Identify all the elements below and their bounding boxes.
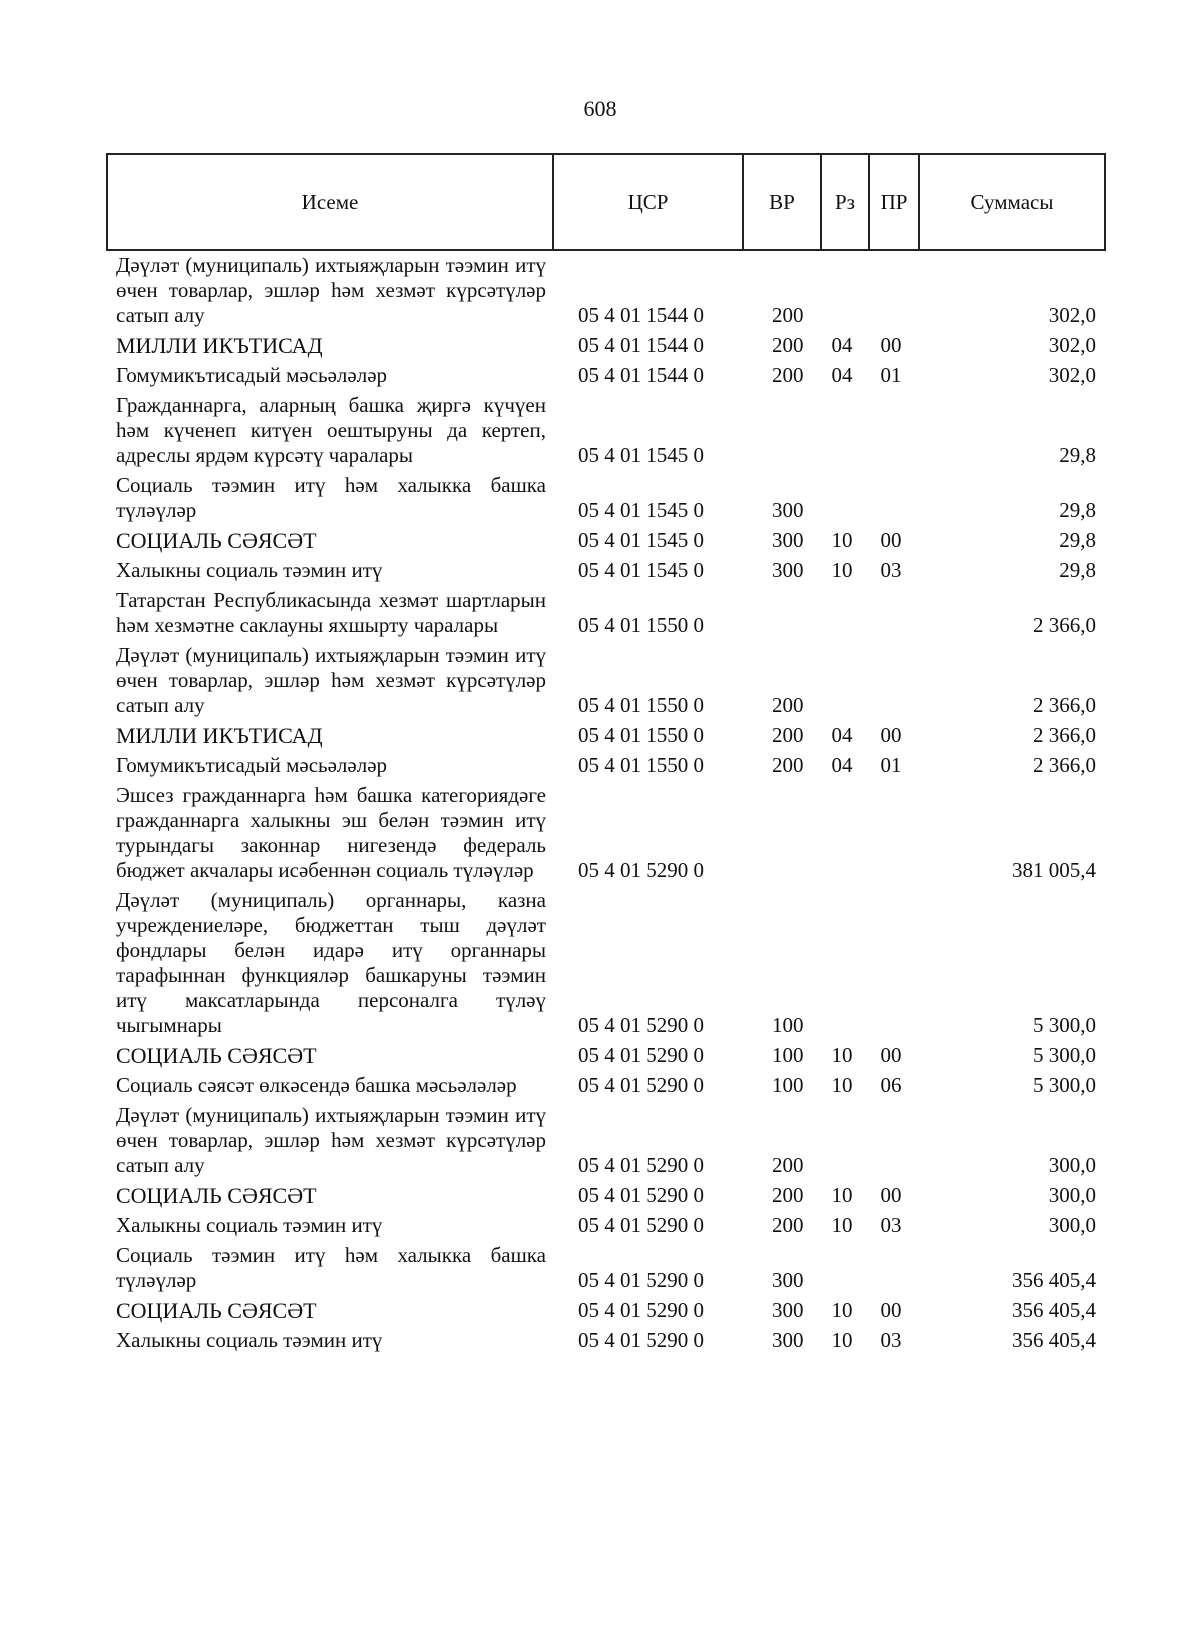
header-rz: Рз: [821, 154, 869, 250]
row-name: Дәүләт (муниципаль) органнары, казна учреждениеләре, бюджеттан тыш дәүләт фондлары белән идарә итү органнары тарафыннан функцияләр башкаруны тәэмин итү максатларында персоналга түләү чыгымнары: [116, 888, 546, 1037]
row-csr: 05 4 01 1544 0: [578, 363, 704, 387]
row-name: Халыкны социаль тәэмин итү: [116, 558, 383, 582]
row-sum: 300,0: [1048, 1213, 1096, 1237]
row-csr: 05 4 01 5290 0: [578, 1013, 704, 1037]
row-name: Гомумикътисадый мәсьәләләр: [116, 753, 388, 777]
header-csr: ЦСР: [553, 154, 743, 250]
row-pr: 06: [880, 1073, 902, 1097]
row-csr: 05 4 01 1550 0: [578, 693, 704, 717]
row-csr: 05 4 01 5290 0: [578, 1213, 704, 1237]
table-row: [106, 1213, 1118, 1238]
row-csr: 05 4 01 1544 0: [578, 333, 704, 357]
row-rz: 10: [831, 1183, 853, 1207]
row-pr: 00: [880, 1043, 902, 1067]
row-sum: 356 405,4: [1012, 1328, 1096, 1352]
table-row: [106, 588, 1118, 638]
row-name: Социаль сәясәт өлкәсендә башка мәсьәләләр: [116, 1073, 517, 1097]
row-csr: 05 4 01 5290 0: [578, 1328, 704, 1352]
row-name: Социаль тәэмин итү һәм халыкка башка түләүләр: [116, 1243, 546, 1292]
row-vr: 200: [772, 693, 804, 717]
table-row: [106, 363, 1118, 388]
row-vr: 300: [772, 498, 804, 522]
row-csr: 05 4 01 5290 0: [578, 1073, 704, 1097]
row-sum: 2 366,0: [1033, 753, 1096, 777]
row-sum: 5 300,0: [1033, 1043, 1096, 1067]
row-rz: 10: [831, 528, 853, 552]
row-csr: 05 4 01 5290 0: [578, 1183, 704, 1207]
page-number: 608: [583, 96, 617, 121]
row-vr: 200: [772, 753, 804, 777]
row-csr: 05 4 01 1544 0: [578, 303, 704, 327]
row-name: Дәүләт (муниципаль) ихтыяҗларын тәэмин итү өчен товарлар, эшләр һәм хезмәт күрсәтүләр сатып алу: [116, 643, 546, 717]
row-pr: 00: [880, 333, 902, 357]
table-row: [106, 253, 1118, 328]
table-row: [106, 888, 1118, 1038]
table-row: [106, 1298, 1118, 1323]
row-pr: 01: [880, 363, 902, 387]
table-row: [106, 393, 1118, 468]
row-name: Социаль тәэмин итү һәм халыкка башка түләүләр: [116, 473, 546, 522]
row-sum: 2 366,0: [1033, 723, 1096, 747]
row-vr: 300: [772, 1268, 804, 1292]
table-row: [106, 1103, 1118, 1178]
table-row: [106, 1183, 1118, 1208]
table-row: [106, 723, 1118, 748]
row-sum: 29,8: [1059, 528, 1096, 552]
table-row: [106, 473, 1118, 523]
row-name: Дәүләт (муниципаль) ихтыяҗларын тәэмин итү өчен товарлар, эшләр һәм хезмәт күрсәтүләр сатып алу: [116, 1103, 546, 1177]
row-name: Гомумикътисадый мәсьәләләр: [116, 363, 388, 387]
row-csr: 05 4 01 1550 0: [578, 613, 704, 637]
table-row: [106, 783, 1118, 883]
row-sum: 302,0: [1048, 333, 1096, 357]
row-rz: 04: [831, 723, 853, 747]
row-sum: 5 300,0: [1033, 1013, 1096, 1037]
row-vr: 100: [772, 1013, 804, 1037]
row-sum: 302,0: [1048, 363, 1096, 387]
row-rz: 04: [831, 363, 853, 387]
row-sum: 29,8: [1059, 558, 1096, 582]
row-name: Эшсез гражданнарга һәм башка категориядәге гражданнарга халыкны эш белән тәэмин итү турындагы законнар нигезендә федераль бюджет акчалары исәбеннән социаль түләүләр: [116, 783, 546, 882]
row-vr: 200: [772, 1213, 804, 1237]
table-row: [106, 1243, 1118, 1293]
row-sum: 29,8: [1059, 498, 1096, 522]
row-csr: 05 4 01 1550 0: [578, 723, 704, 747]
row-sum: 2 366,0: [1033, 693, 1096, 717]
row-vr: 200: [772, 1183, 804, 1207]
row-sum: 300,0: [1048, 1153, 1096, 1177]
row-vr: 300: [772, 1328, 804, 1352]
row-rz: 10: [831, 1213, 853, 1237]
row-csr: 05 4 01 5290 0: [578, 1153, 704, 1177]
row-name: Халыкны социаль тәэмин итү: [116, 1213, 383, 1237]
table-row: [106, 1328, 1118, 1353]
table-row: [106, 1043, 1118, 1068]
row-rz: 04: [831, 753, 853, 777]
row-pr: 00: [880, 1183, 902, 1207]
header-vr: ВР: [743, 154, 821, 250]
row-rz: 10: [831, 1073, 853, 1097]
row-name: МИЛЛИ ИКЪТИСАД: [116, 333, 323, 358]
row-sum: 300,0: [1048, 1183, 1096, 1207]
row-sum: 356 405,4: [1012, 1298, 1096, 1322]
row-sum: 5 300,0: [1033, 1073, 1096, 1097]
row-name: СОЦИАЛЬ СӘЯСӘТ: [116, 1298, 317, 1323]
row-csr: 05 4 01 5290 0: [578, 858, 704, 882]
row-rz: 10: [831, 1328, 853, 1352]
row-vr: 200: [772, 363, 804, 387]
row-name: Татарстан Республикасында хезмәт шартларын һәм хезмәтне саклауны яхшырту чаралары: [116, 588, 546, 637]
row-name: Дәүләт (муниципаль) ихтыяҗларын тәэмин итү өчен товарлар, эшләр һәм хезмәт күрсәтүләр сатып алу: [116, 253, 546, 327]
table-row: [106, 558, 1118, 583]
row-pr: 00: [880, 528, 902, 552]
row-name: СОЦИАЛЬ СӘЯСӘТ: [116, 1183, 317, 1208]
row-pr: 03: [880, 1328, 902, 1352]
row-csr: 05 4 01 1545 0: [578, 498, 704, 522]
row-pr: 00: [880, 723, 902, 747]
row-pr: 01: [880, 753, 902, 777]
row-vr: 200: [772, 333, 804, 357]
row-csr: 05 4 01 1545 0: [578, 558, 704, 582]
table-body: [106, 253, 1118, 1353]
header-row: [107, 154, 1105, 250]
row-vr: 300: [772, 1298, 804, 1322]
row-name: МИЛЛИ ИКЪТИСАД: [116, 723, 323, 748]
row-csr: 05 4 01 1545 0: [578, 528, 704, 552]
row-vr: 300: [772, 528, 804, 552]
row-sum: 302,0: [1048, 303, 1096, 327]
row-vr: 100: [772, 1073, 804, 1097]
header-name: Исеме: [107, 154, 553, 250]
table-row: [106, 643, 1118, 718]
row-name: Гражданнарга, аларның башка җиргә күчүен һәм күченеп китүен оештыруны да кертеп, адреслы ярдәм күрсәтү чаралары: [116, 393, 546, 467]
row-rz: 04: [831, 333, 853, 357]
table-row: [106, 528, 1118, 553]
header-pr: ПР: [869, 154, 919, 250]
row-rz: 10: [831, 558, 853, 582]
header-sum: Суммасы: [919, 154, 1105, 250]
table-row: [106, 333, 1118, 358]
row-rz: 10: [831, 1298, 853, 1322]
row-vr: 100: [772, 1043, 804, 1067]
row-name: СОЦИАЛЬ СӘЯСӘТ: [116, 1043, 317, 1068]
row-pr: 03: [880, 1213, 902, 1237]
table-row: [106, 1073, 1118, 1098]
table-row: [106, 753, 1118, 778]
row-sum: 381 005,4: [1012, 858, 1096, 882]
row-name: Халыкны социаль тәэмин итү: [116, 1328, 383, 1352]
row-sum: 29,8: [1059, 443, 1096, 467]
table-header: [106, 153, 1106, 251]
row-rz: 10: [831, 1043, 853, 1067]
row-csr: 05 4 01 1545 0: [578, 443, 704, 467]
row-vr: 200: [772, 723, 804, 747]
row-pr: 00: [880, 1298, 902, 1322]
row-sum: 356 405,4: [1012, 1268, 1096, 1292]
row-sum: 2 366,0: [1033, 613, 1096, 637]
row-csr: 05 4 01 5290 0: [578, 1268, 704, 1292]
row-pr: 03: [880, 558, 902, 582]
row-vr: 200: [772, 1153, 804, 1177]
row-csr: 05 4 01 5290 0: [578, 1043, 704, 1067]
row-csr: 05 4 01 5290 0: [578, 1298, 704, 1322]
row-csr: 05 4 01 1550 0: [578, 753, 704, 777]
row-vr: 300: [772, 558, 804, 582]
row-vr: 200: [772, 303, 804, 327]
row-name: СОЦИАЛЬ СӘЯСӘТ: [116, 528, 317, 553]
